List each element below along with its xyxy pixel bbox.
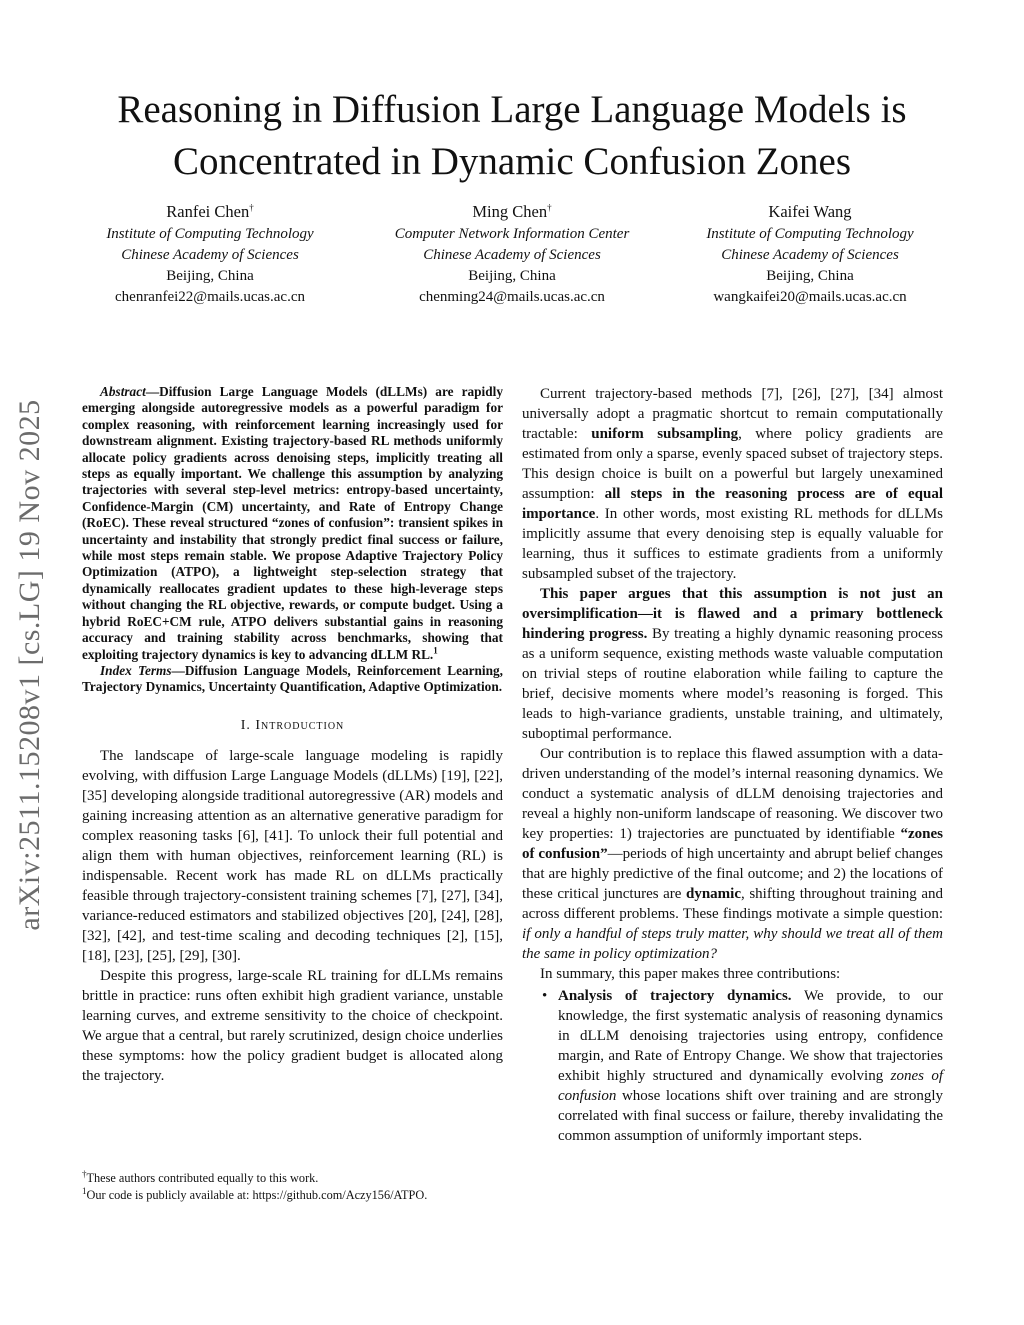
abstract [82,384,503,663]
author-email: chenming24@mails.ucas.ac.cn [419,289,605,305]
emphasis-uniform-subsampling: uniform subsampling [591,426,739,442]
equal-contrib-mark: † [249,202,254,213]
author-2 [362,200,662,308]
author-3 [660,200,960,308]
left-column [82,384,503,1086]
emphasis-equal-importance: all steps in the reasoning process are of equal importance [522,486,943,522]
title-line-1: Reasoning in Diffusion Large Language Models is [117,88,907,131]
text-run: We provide, to our knowledge, the first systematic analysis of reasoning dynamics in dLLM denoising trajectories using entropy, confidence margin, and Rate of Entropy Change. We show that trajectories exhibit highly structured and dynamically evolving [558,988,943,1084]
author-city: Beijing, China [468,268,556,284]
footnote-text: Our code is publicly available at: https://github.com/Aczy156/ATPO. [86,1188,428,1202]
right-column [522,384,943,1146]
author-city: Beijing, China [766,268,854,284]
title-line-2: Concentrated in Dynamic Confusion Zones [172,140,852,183]
paragraph-summary: In summary, this paper makes three contributions: [540,966,841,982]
abstract-text: —Diffusion Large Language Models (dLLMs) are rapidly emerging alongside autoregressive models as a powerful paradigm for complex reasoning, with reinforcement learning increasingly used for downstream alignment. Existing trajectory-based RL methods uniformly allocate policy gradients across denoising steps, implicitly treating all steps as equally important. We challenge this assumption by analyzing trajectories with several step-level metrics: entropy-based uncertainty, Confidence-Margin (CM) uncertainty, and Rate of Entropy Change (RoEC). These reveal structured “zones of confusion”: transient spikes in uncertainty and instability that strongly predict final success or failure, while most steps remain stable. We propose Adaptive Trajectory Policy Optimization (ATPO), a lightweight step-selection strategy that dynamically reallocates gradient updates to these high-leverage steps without changing the RL objective, rewards, or compute budget. Using a hybrid RoEC+CM rule, ATPO delivers substantial gains in reasoning accuracy and training stability across benchmarks, showing that exploiting trajectory dynamics is key to advancing dLLM RL. [82,384,503,662]
text-run: Our contribution is to replace this flawed assumption with a data-driven understanding of the model’s internal reasoning dynamics. We conduct a systematic analysis of dLLM denoising trajectories and reveal a highly non-uniform landscape of reasoning. We discover two key properties: 1) trajectories are punctuated by identifiable [522,746,943,842]
abstract-label: Abstract [100,384,146,399]
author-city: Beijing, China [166,268,254,284]
text-run: —periods of high uncertainty and abrupt belief changes that are highly predictive of the final outcome; and 2) the locations of these critical junctures are [522,846,943,902]
abstract-footnote-mark: 1 [433,645,438,656]
paragraph-contribution [522,744,943,964]
text-run: , where policy gradients are estimated from only a sparse, evenly spaced subset of trajectory steps. This design choice is built on a powerful but largely unexamined assumption: [522,426,944,502]
footnotes [82,1170,503,1204]
section-number: I. [240,717,251,733]
list-item [558,986,943,1146]
footnote-text: These authors contributed equally to this work. [86,1171,319,1185]
author-affiliation: Institute of Computing Technology [706,226,914,242]
text-run: By treating a highly dynamic reasoning process as a uniform sequence, existing methods waste valuable computation on trivial steps of routine elaboration while failing to capture the brief, decisive moments where model’s reasoning is forged. This leads to high-variance gradients, unstable training, and ultimately, suboptimal performance. [522,626,944,742]
footnote-mark: † [82,1168,87,1179]
text-run: Current trajectory-based methods [7], [26], [27], [34] almost universally adopt a pragmatic shortcut to remain computationally tractable: [522,386,943,442]
bullet-heading: Analysis of trajectory dynamics. [558,988,792,1004]
emphasis-zones-of-confusion: “zones of confusion” [522,826,943,862]
footnote-2 [82,1187,503,1204]
author-email: chenranfei22@mails.ucas.ac.cn [115,289,305,305]
index-terms [82,663,503,696]
paragraph-argument [522,584,943,744]
paragraph-uniform-subsampling [522,384,943,584]
author-affiliation: Computer Network Information Center [394,226,630,242]
author-name: Ming Chen [472,202,548,221]
author-institution: Chinese Academy of Sciences [721,247,899,263]
index-terms-label: Index Terms [100,662,172,678]
author-name: Ranfei Chen [166,202,250,221]
author-name: Kaifei Wang [768,202,852,221]
author-affiliation: Institute of Computing Technology [106,226,314,242]
intro-paragraph-2: Despite this progress, large-scale RL training for dLLMs remains brittle in practice: runs often exhibit high gradient variance, unstable learning curves, and extreme sensitivity to the choice of checkpoint. We argue that a central, but rarely scrutinized, design choice underlies these symptoms: how the policy gradient budget is allocated along the trajectory. [82,967,503,1084]
intro-paragraph-1: The landscape of large-scale language modeling is rapidly evolving, with diffusion Large Language Models (dLLMs) [19], [22], [35] developing alongside traditional autoregressive (AR) models and gaining increasing attention as an alternative generative paradigm for complex reasoning tasks [6], [41]. To unlock their full potential and align them with human objectives, reinforcement learning (RL) is indispensable. Recent work has made RL on dLLMs practically feasible through trajectory-consistent training schemes [7], [27], [34], variance-reduced estimators and stabilized objectives [20], [24], [28], [32], [42], and test-time scaling and decoding techniques [2], [15], [18], [23], [25], [29], [30]. [82,747,503,964]
index-terms-text: —Diffusion Language Models, Reinforcement Learning, Trajectory Dynamics, Uncertainty Quantification, Adaptive Optimization. [82,662,503,695]
section-title: Introduction [255,717,345,733]
footnote-1 [82,1170,503,1187]
author-1 [60,200,360,308]
section-heading [82,716,503,736]
italic-zones: zones of confusion [558,1068,943,1104]
author-email: wangkaifei20@mails.ucas.ac.cn [713,289,907,305]
text-run: , shifting throughout training and across different problems. These findings motivate a simple question: [522,886,943,922]
contribution-list [522,986,943,1146]
author-institution: Chinese Academy of Sciences [423,247,601,263]
author-institution: Chinese Academy of Sciences [121,247,299,263]
arxiv-id: arXiv:2511.15208v1 [cs.LG] 19 Nov 2025 [13,399,46,931]
text-run: . In other words, most existing RL methods for dLLMs implicitly assume that every denoising step is equally valuable for learning, thus it suffices to estimate gradients from a uniformly subsampled subset of the trajectory. [522,506,943,582]
arxiv-side-label [8,365,52,965]
paper-title [60,84,964,188]
text-run: whose locations shift over training and are strongly correlated with final success or failure, thereby invalidating the common assumption of uniformly important steps. [558,1088,943,1144]
footnote-mark: 1 [82,1185,87,1196]
emphasis-dynamic: dynamic [686,886,742,902]
emphasis-argument: This paper argues that this assumption is not just an oversimplification—it is flawed and a primary bottleneck hindering progress. [522,586,943,642]
italic-question: if only a handful of steps truly matter, why should we treat all of them the same in policy optimization? [522,926,943,962]
equal-contrib-mark: † [547,202,552,213]
